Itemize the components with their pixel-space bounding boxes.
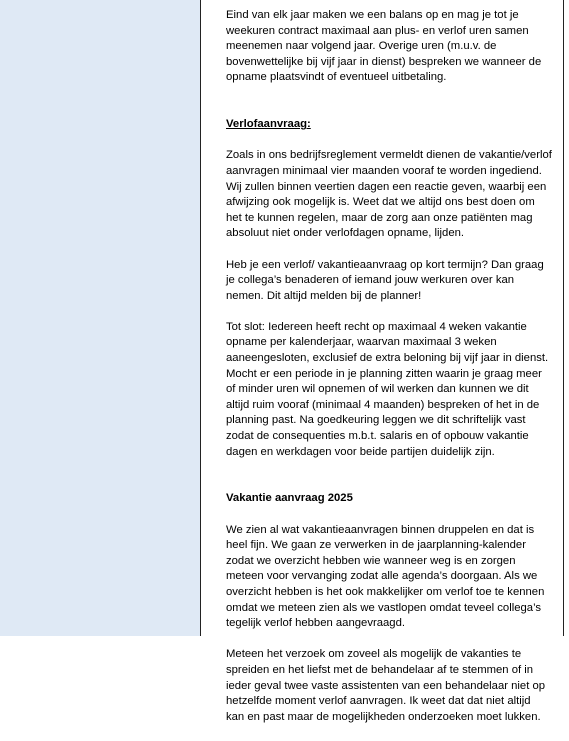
closing-paragraph: Meteen het verzoek om zoveel als mogelijk de vakanties te spreiden en het liefst met de behandelaar af te stemmen of in ieder geval twee vaste assistenten van een behandelaar niet op hetzelfde moment verlof aanvragen. Ik weet dat dat niet altijd kan en past maar de mogelijkheden onderzoeken moet lukken. [226,648,546,723]
left-sidebar-column [0,0,200,636]
intro-paragraph: Eind van elk jaar maken we een balans op en mag je tot je weekuren contract maximaal aan plus- en verlof uren samen meenemen naar volgend jaar. Overige uren (m.u.v. de bovenwettelijke bij vijf jaar in dienst) bespreken we wanneer de opname plaatsvindt of eventueel uitbetaling. [226,9,542,84]
left-border-line [200,0,201,636]
vakantie-section [226,476,562,632]
verlof-section [226,102,562,242]
vakantie-heading: Vakantie aanvraag 2025 [226,492,353,505]
document-body [226,8,562,741]
tot-slot-paragraph: Tot slot: Iedereen heeft recht op maximaal 4 weken vakantie opname per kalenderjaar, waarvan maximaal 3 weken aaneengesloten, exclusief de extra beloning bij vijf jaar in dienst. Mocht er een periode in je planning zitten waarin je graag meer of minder uren wil opnemen of wil werken dan kunnen we dit altijd ruim vooraf (minimaal 4 maanden) bespreken of het in de planning past. Na goedkeuring leggen we dit schriftelijk vast zodat de consequenties m.b.t. salaris en of opbouw vakantie dagen en werkdagen voor beide partijen duidelijk zijn. [226,320,549,458]
verlof-body: Zoals in ons bedrijfsreglement vermeldt dienen de vakantie/verlof aanvragen minimaal vier maanden vooraf te worden ingediend. Wij zullen binnen veertien dagen een reactie geven, waarbij een afwijzing ook mogelijk is. Weet dat we altijd ons best doen om het te kunnen regelen, maar de zorg aan onze patiënten mag absoluut niet onder verlofdagen opname, lijden. [226,149,552,240]
verlof-heading: Verlofaanvraag: [226,118,311,131]
right-border-line [563,0,564,636]
vakantie-body: We zien al wat vakantieaanvragen binnen druppelen en dat is heel fijn. We gaan ze verwerken in de jaarplanning-kalender zodat we overzicht hebben wie wanneer weg is en zorgen meteen voor vervanging zodat alle agenda’s doorgaan. Als we overzicht hebben is het ook makkelijker om verlof toe te kennen omdat we meteen zien als we vastlopen omdat teveel collega’s tegelijk verlof hebben aangevraagd. [226,523,545,630]
short-term-paragraph: Heb je een verlof/ vakantieaanvraag op kort termijn? Dan graag je collega’s benaderen of iemand jouw werkuren over kan nemen. Dit altijd melden bij de planner! [226,258,544,302]
